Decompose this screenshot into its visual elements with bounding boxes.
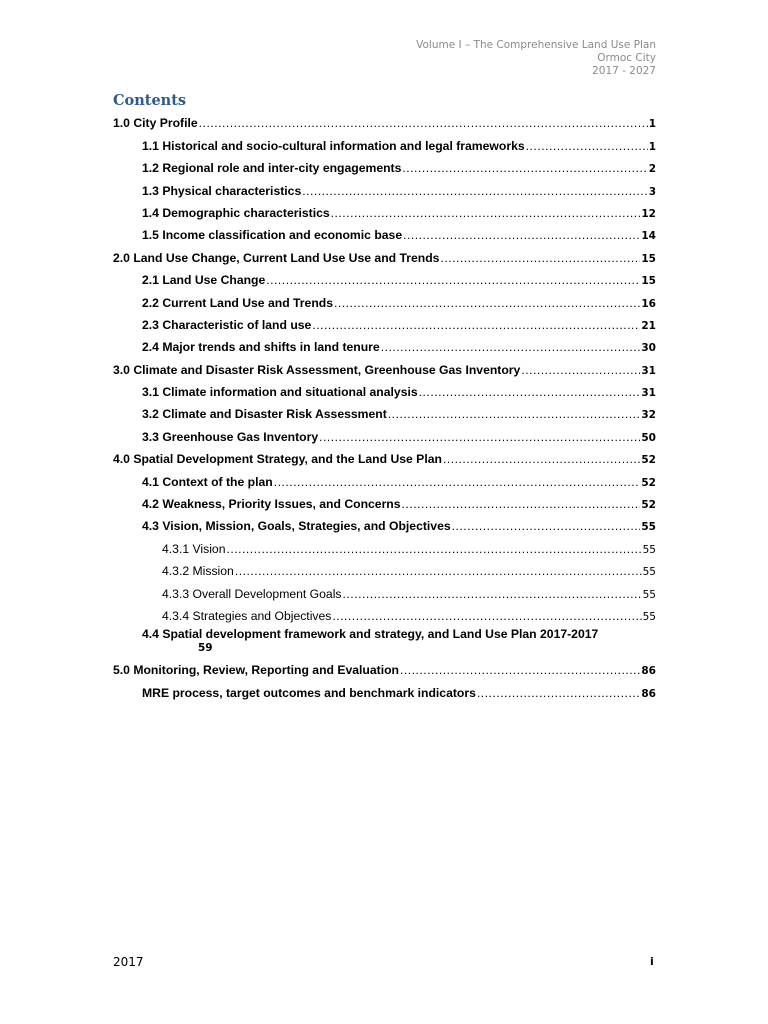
toc-entry-title: 4.2 Weakness, Priority Issues, and Concerns — [142, 497, 401, 512]
toc-entry[interactable] — [113, 601, 656, 623]
toc-entry-title: 3.2 Climate and Disaster Risk Assessment — [142, 407, 387, 422]
toc-entry-page: 2 — [648, 163, 656, 176]
dot-leader — [343, 587, 642, 601]
toc-entry[interactable] — [113, 265, 656, 287]
dot-leader — [403, 228, 640, 242]
toc-entry-page: 55 — [642, 566, 656, 579]
toc-entry[interactable] — [113, 399, 656, 421]
toc-entry-title: 1.1 Historical and socio-cultural information and legal frameworks — [142, 138, 525, 153]
toc-entry-title: 1.3 Physical characteristics — [142, 183, 302, 198]
footer-year: 2017 — [113, 955, 144, 969]
toc-entry-page: 3 — [648, 185, 656, 198]
toc-entry[interactable] — [113, 310, 656, 332]
toc-entry-title: 2.0 Land Use Change, Current Land Use Use and Trends — [113, 250, 440, 265]
contents-heading: Contents — [113, 92, 187, 109]
toc-entry-title: 2.1 Land Use Change — [142, 273, 266, 288]
toc-entry-page: 59 — [198, 641, 213, 654]
dot-leader — [521, 363, 640, 377]
dot-leader — [477, 686, 640, 700]
toc-entry-page: 32 — [641, 409, 656, 422]
toc-entry[interactable] — [113, 153, 656, 175]
dot-leader — [402, 161, 647, 175]
toc-entry-title: 4.1 Context of the plan — [142, 474, 273, 489]
toc-entry[interactable] — [113, 655, 656, 677]
toc-entry-page: 55 — [642, 588, 656, 601]
dot-leader — [334, 296, 640, 310]
dot-leader — [235, 564, 642, 578]
dot-leader — [331, 206, 641, 220]
footer-page-number: i — [650, 955, 654, 968]
toc-entry-title: 1.5 Income classification and economic base — [142, 228, 403, 243]
dot-leader — [443, 452, 640, 466]
dot-leader — [302, 184, 647, 198]
toc-entry[interactable] — [113, 220, 656, 242]
toc-entry[interactable] — [113, 108, 656, 130]
toc-entry-title: 4.3.2 Mission — [162, 564, 234, 579]
toc-entry-page: 15 — [641, 275, 656, 288]
toc-entry-page: 86 — [641, 687, 656, 700]
toc-entry-page: 52 — [641, 499, 656, 512]
toc-entry-page: 55 — [641, 521, 656, 534]
toc-entry[interactable] — [113, 354, 656, 376]
toc-entry-page: 30 — [641, 342, 656, 355]
toc-entry-page: 50 — [641, 431, 656, 444]
dot-leader — [400, 663, 640, 677]
toc-entry-title: MRE process, target outcomes and benchmark indicators — [142, 685, 476, 700]
dot-leader — [199, 116, 648, 130]
toc-entry-title: 4.0 Spatial Development Strategy, and the Land Use Plan — [113, 452, 442, 467]
toc-entry-page: 1 — [648, 140, 656, 153]
dot-leader — [312, 318, 640, 332]
toc-entry-page: 1 — [648, 118, 656, 131]
dot-leader — [226, 542, 641, 556]
toc-entry-title: 1.2 Regional role and inter-city engagements — [142, 161, 402, 176]
toc-entry-title: 2.3 Characteristic of land use — [142, 317, 312, 332]
running-header — [416, 39, 656, 78]
dot-leader — [332, 609, 641, 623]
toc-entry-page: 21 — [641, 319, 656, 332]
toc-entry[interactable] — [113, 287, 656, 309]
dot-leader — [274, 475, 641, 489]
dot-leader — [381, 340, 641, 354]
table-of-contents — [113, 108, 656, 700]
toc-entry[interactable] — [113, 556, 656, 578]
toc-entry-title: 4.3.4 Strategies and Objectives — [162, 608, 332, 623]
toc-entry-title: 4.3 Vision, Mission, Goals, Strategies, and Objectives — [142, 519, 451, 534]
toc-entry[interactable] — [113, 175, 656, 197]
toc-entry-page: 52 — [641, 454, 656, 467]
header-years: 2017 - 2027 — [592, 65, 656, 77]
toc-entry[interactable] — [113, 421, 656, 443]
dot-leader — [440, 251, 640, 265]
toc-entry-page: 16 — [641, 297, 656, 310]
toc-entry-page: 52 — [641, 476, 656, 489]
toc-entry-title: 1.4 Demographic characteristics — [142, 205, 330, 220]
dot-leader — [526, 139, 648, 153]
toc-entry-title: 3.1 Climate information and situational analysis — [142, 385, 418, 400]
dot-leader — [402, 497, 641, 511]
dot-leader — [319, 430, 640, 444]
toc-entry-title: 2.4 Major trends and shifts in land tenure — [142, 340, 380, 355]
toc-entry[interactable] — [113, 332, 656, 354]
toc-entry[interactable] — [113, 623, 656, 655]
dot-leader — [452, 519, 641, 533]
dot-leader — [419, 385, 641, 399]
toc-entry-page: 15 — [641, 252, 656, 265]
toc-entry-title: 4.4 Spatial development framework and strategy, and Land Use Plan 2017-2017 — [142, 626, 599, 641]
header-city: Ormoc City — [597, 52, 656, 64]
dot-leader — [266, 273, 640, 287]
header-volume-title: Volume I – The Comprehensive Land Use Plan — [416, 39, 656, 51]
toc-entry[interactable] — [113, 198, 656, 220]
toc-entry[interactable] — [113, 511, 656, 533]
dot-leader — [388, 407, 641, 421]
toc-entry[interactable] — [113, 466, 656, 488]
toc-entry[interactable] — [113, 578, 656, 600]
toc-entry-title: 2.2 Current Land Use and Trends — [142, 295, 333, 310]
toc-entry-page: 31 — [641, 364, 656, 377]
toc-entry-title: 3.0 Climate and Disaster Risk Assessment, Greenhouse Gas Inventory — [113, 362, 521, 377]
toc-entry-page: 55 — [642, 610, 656, 623]
toc-entry-page: 31 — [641, 387, 656, 400]
toc-entry-page: 12 — [641, 207, 656, 220]
toc-entry[interactable] — [113, 242, 656, 264]
toc-entry-title: 1.0 City Profile — [113, 116, 198, 131]
toc-entry-page: 86 — [641, 665, 656, 678]
toc-entry[interactable] — [113, 130, 656, 152]
toc-entry-page: 55 — [642, 543, 656, 556]
toc-entry[interactable] — [113, 444, 656, 466]
toc-entry[interactable] — [113, 377, 656, 399]
toc-entry[interactable] — [113, 677, 656, 699]
toc-entry[interactable] — [113, 489, 656, 511]
toc-entry[interactable] — [113, 533, 656, 555]
toc-entry-page: 14 — [641, 230, 656, 243]
toc-entry-title: 5.0 Monitoring, Review, Reporting and Evaluation — [113, 663, 399, 678]
toc-entry-title: 4.3.1 Vision — [162, 541, 226, 556]
toc-entry-title: 4.3.3 Overall Development Goals — [162, 586, 342, 601]
toc-entry-title: 3.3 Greenhouse Gas Inventory — [142, 429, 319, 444]
